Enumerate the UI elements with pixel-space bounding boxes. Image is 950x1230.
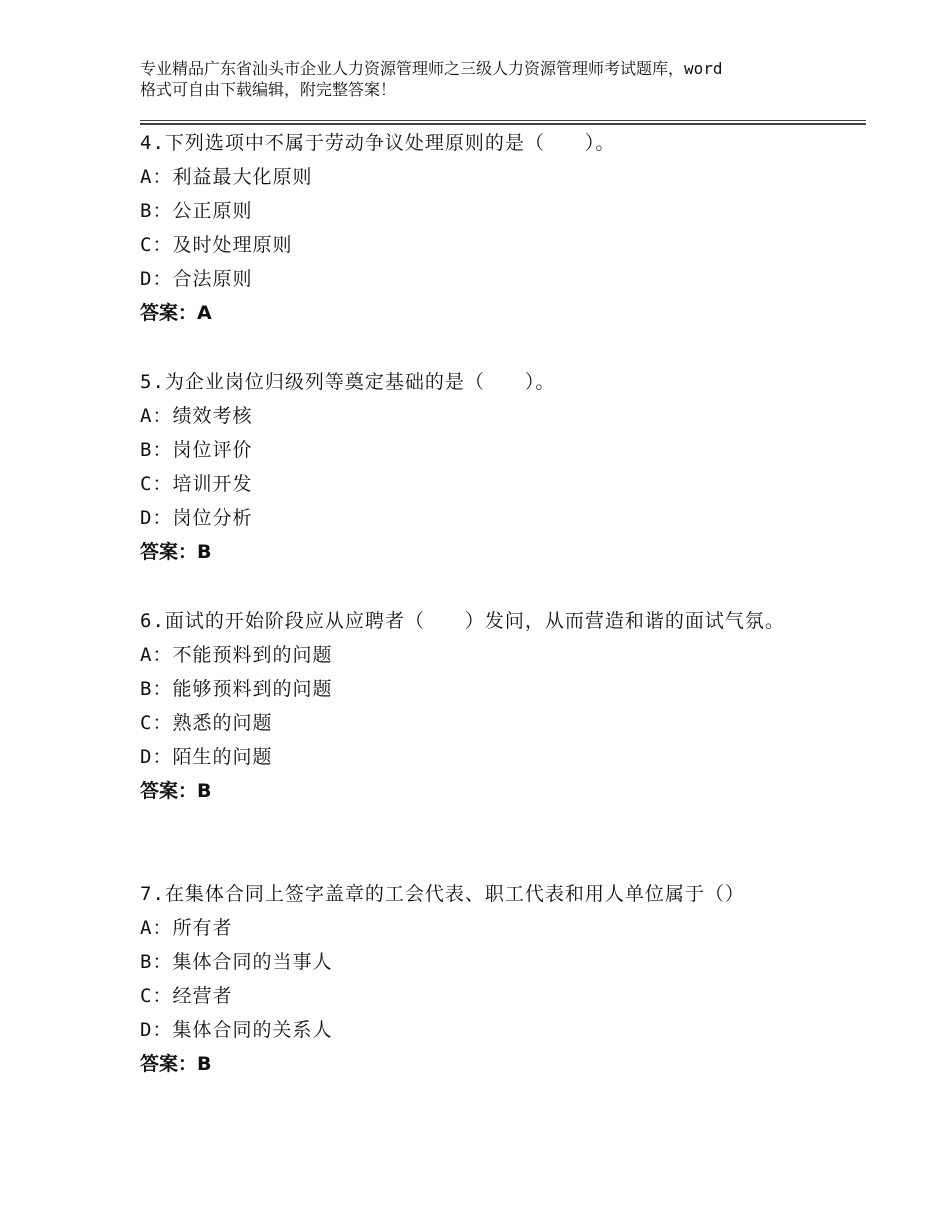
question-5 — [140, 365, 810, 569]
option-c: C：经营者 — [140, 985, 233, 1007]
header-line-1: 专业精品广东省汕头市企业人力资源管理师之三级人力资源管理师考试题库，word — [140, 59, 723, 78]
option-b: B：公正原则 — [140, 200, 253, 222]
option-a: A：绩效考核 — [140, 405, 253, 427]
option-c: C：及时处理原则 — [140, 234, 293, 256]
answer: 答案：B — [140, 780, 212, 802]
option-d: D：陌生的问题 — [140, 746, 273, 768]
question-stem: 7.在集体合同上签字盖章的工会代表、职工代表和用人单位属于（） — [140, 883, 745, 905]
header-divider — [140, 120, 866, 125]
option-b: B：能够预料到的问题 — [140, 678, 333, 700]
option-a: A：不能预料到的问题 — [140, 644, 333, 666]
option-d: D：集体合同的关系人 — [140, 1019, 333, 1041]
question-7 — [140, 877, 810, 1081]
question-stem: 5.为企业岗位归级列等奠定基础的是（ ）。 — [140, 371, 556, 393]
option-b: B：集体合同的当事人 — [140, 951, 333, 973]
option-c: C：培训开发 — [140, 473, 253, 495]
option-b: B：岗位评价 — [140, 439, 253, 461]
question-stem: 6.面试的开始阶段应从应聘者（ ）发问，从而营造和谐的面试气氛。 — [140, 610, 785, 632]
option-a: A：所有者 — [140, 917, 233, 939]
answer: 答案：A — [140, 302, 212, 324]
question-4 — [140, 126, 810, 330]
option-a: A：利益最大化原则 — [140, 166, 313, 188]
header-line-2: 格式可自由下载编辑，附完整答案！ — [140, 80, 397, 99]
document-header — [140, 58, 830, 100]
option-d: D：岗位分析 — [140, 507, 253, 529]
question-6 — [140, 604, 810, 808]
answer: 答案：B — [140, 1053, 212, 1075]
answer: 答案：B — [140, 541, 212, 563]
question-stem: 4.下列选项中不属于劳动争议处理原则的是（ ）。 — [140, 132, 616, 154]
option-d: D：合法原则 — [140, 268, 253, 290]
option-c: C：熟悉的问题 — [140, 712, 273, 734]
